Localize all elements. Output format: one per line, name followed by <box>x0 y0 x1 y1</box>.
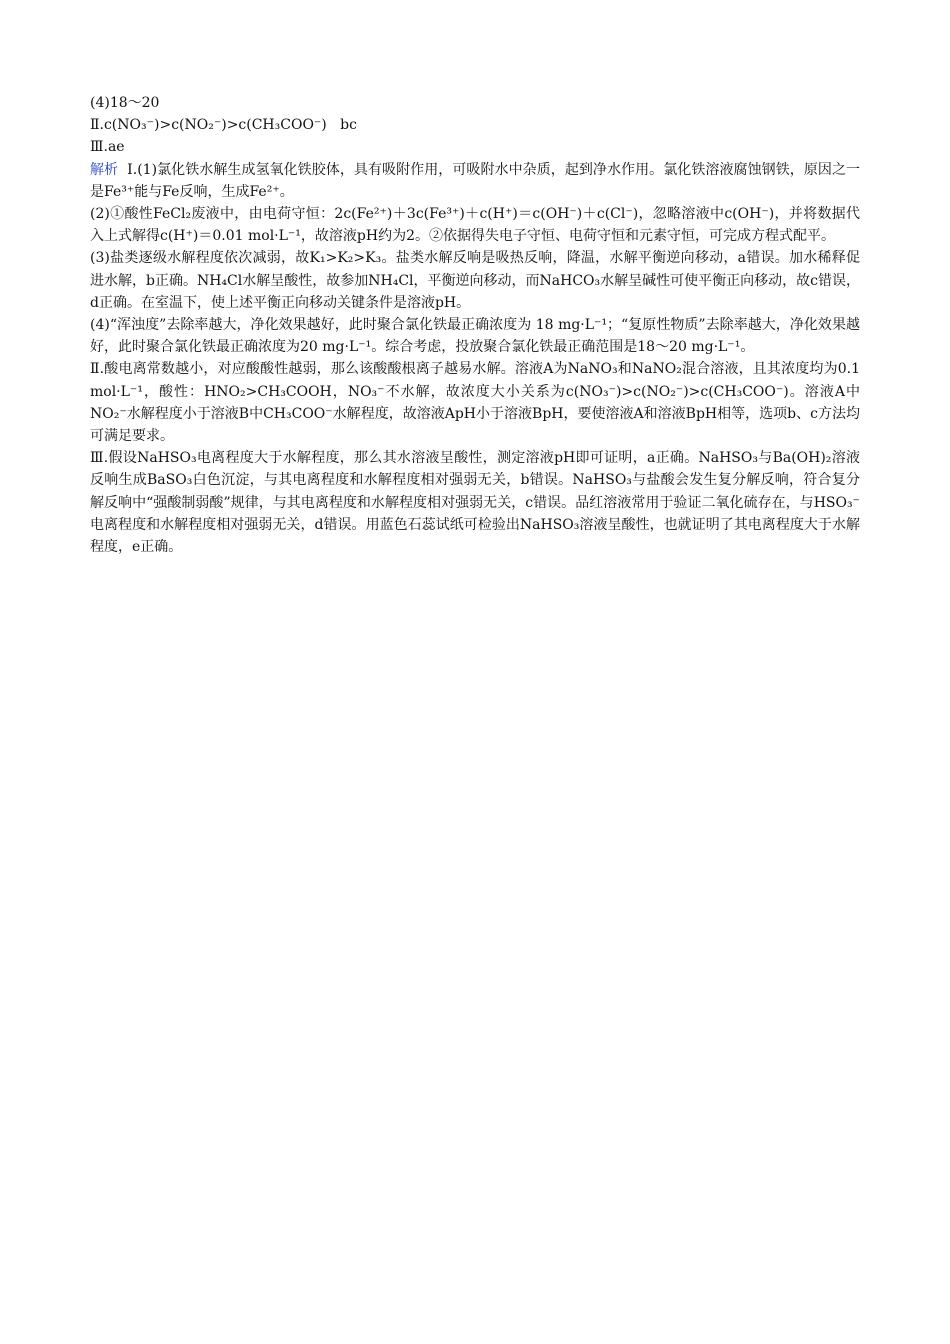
analysis-paragraph-1 <box>90 159 860 203</box>
analysis-paragraph-3: (3)盐类逐级水解程度依次减弱，故K₁>K₂>K₃。盐类水解反响是吸热反响，降温，水解平衡逆向移动，a错误。加水稀释促进水解，b正确。NH₄Cl水解呈酸性，故参加NH₄Cl，平衡逆向移动，而NaHCO₃水解呈碱性可使平衡正向移动，故c错误，d正确。在室温下，使上述平衡正向移动关键条件是溶液pH。 <box>90 250 860 311</box>
answer-part2 <box>90 114 860 136</box>
analysis-paragraph-2: (2)①酸性FeCl₂废液中，由电荷守恒：2c(Fe²⁺)＋3c(Fe³⁺)＋c(H⁺)＝c(OH⁻)＋c(Cl⁻)，忽略溶液中c(OH⁻)，并将数据代入上式解得c(H⁺)＝0.01 mol·L⁻¹，故溶液pH约为2。②依据得失电子守恒、电荷守恒和元素守恒，可完成方程式配平。 <box>90 206 860 245</box>
analysis-paragraph-5: Ⅱ.酸电离常数越小，对应酸酸性越弱，那么该酸酸根离子越易水解。溶液A为NaNO₃和NaNO₂混合溶液，且其浓度均为0.1 mol·L⁻¹，酸性：HNO₂>CH₃COOH，NO₃⁻不水解，故浓度大小关系为c(NO₃⁻)>c(NO₂⁻)>c(CH₃COO⁻)。溶液A中NO₂⁻水解程度小于溶液B中CH₃COO⁻水解程度，故溶液ApH小于溶液BpH，要使溶液A和溶液BpH相等，选项b、c方法均可满足要求。 <box>90 361 860 445</box>
answer-part2-prefix: Ⅱ. <box>90 117 104 134</box>
document-page <box>90 92 860 558</box>
answer-part2-options: bc <box>340 117 357 134</box>
analysis-paragraph-4: (4)“浑浊度”去除率越大，净化效果越好，此时聚合氯化铁最正确浓度为 18 mg·L⁻¹；“复原性物质”去除率越大，净化效果越好，此时聚合氯化铁最正确浓度为20 mg·L⁻¹。综合考虑，投放聚合氯化铁最正确范围是18～20 mg·L⁻¹。 <box>90 317 860 356</box>
answer-part4: (4)18～20 <box>90 95 160 111</box>
answer-part3: Ⅲ.ae <box>90 139 125 156</box>
analysis-p1-text: Ⅰ.(1)氯化铁水解生成氢氧化铁胶体，具有吸附作用，可吸附水中杂质，起到净水作用。氯化铁溶液腐蚀钢铁，原因之一是Fe³⁺能与Fe反响，生成Fe²⁺。 <box>90 161 861 200</box>
analysis-label: 解析 <box>90 161 119 178</box>
analysis-paragraph-6: Ⅲ.假设NaHSO₃电离程度大于水解程度，那么其水溶液呈酸性，测定溶液pH即可证明，a正确。NaHSO₃与Ba(OH)₂溶液反响生成BaSO₃白色沉淀，与其电离程度和水解程度相对强弱无关，b错误。NaHSO₃与盐酸会发生复分解反响，符合复分解反响中“强酸制弱酸”规律，与其电离程度和水解程度相对强弱无关，c错误。品红溶液常用于验证二氧化硫存在，与HSO₃⁻电离程度和水解程度相对强弱无关，d错误。用蓝色石蕊试纸可检验出NaHSO₃溶液呈酸性，也就证明了其电离程度大于水解程度，e正确。 <box>90 450 860 556</box>
answer-part2-body: c(NO₃⁻)>c(NO₂⁻)>c(CH₃COO⁻) <box>103 117 327 134</box>
